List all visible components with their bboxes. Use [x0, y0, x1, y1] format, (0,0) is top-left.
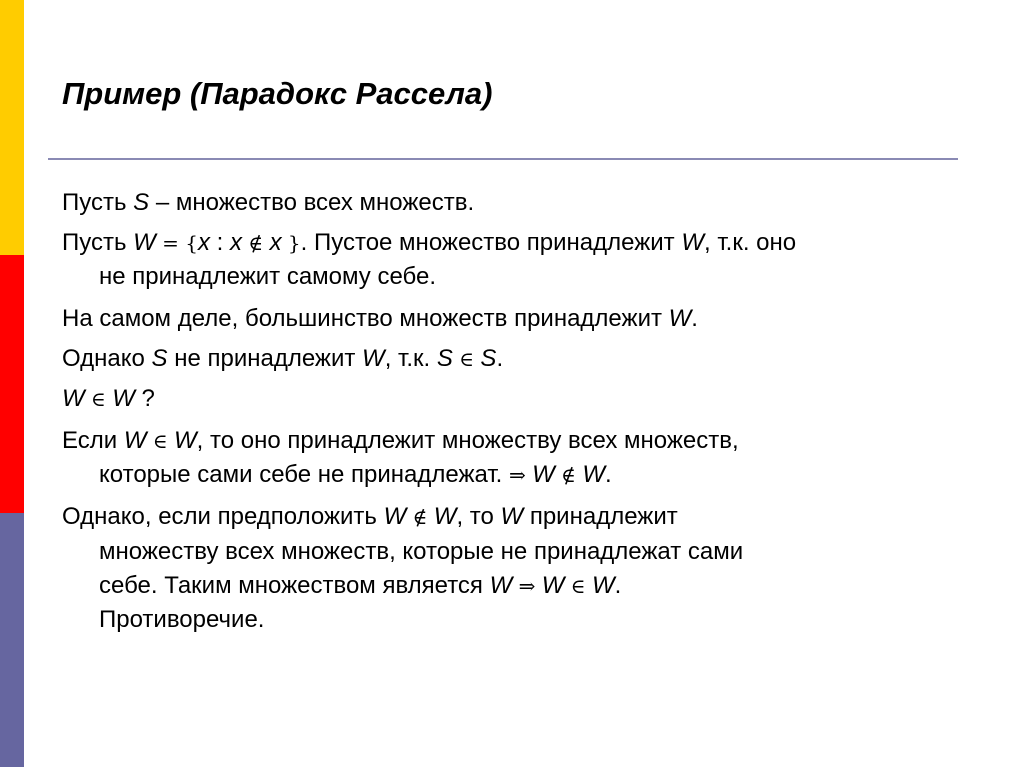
math-var: x [198, 229, 211, 256]
text: , т.к. оно [704, 229, 797, 256]
math-symbol: } [281, 231, 301, 255]
text-line-6 [62, 426, 739, 456]
math-var: W [541, 572, 565, 599]
text-line-7 [62, 502, 678, 532]
math-symbol: ∉ [242, 231, 270, 255]
math-symbol: ∈ [564, 574, 592, 598]
text: ? [134, 385, 155, 412]
text: не принадлежит [167, 345, 363, 372]
text: Однако, если предположить [62, 503, 384, 530]
text: – множество всех множеств. [149, 189, 475, 216]
math-var: W [62, 385, 85, 412]
math-var: S [133, 189, 150, 216]
math-var: W [500, 503, 524, 530]
text-line-7d [99, 605, 264, 635]
implies-symbol: ⇒ [512, 574, 542, 598]
text: Пусть [62, 229, 134, 256]
sidebar-bar-yellow [0, 0, 24, 255]
sidebar-bar-red [0, 255, 24, 513]
math-var: W [582, 461, 605, 488]
text: Если [62, 427, 124, 454]
text-line-6b [99, 460, 612, 490]
text: . Пустое множество принадлежит [300, 229, 682, 256]
math-symbol: ∈ [84, 387, 113, 411]
implies-symbol: ⇒ [509, 463, 533, 487]
math-var: W [668, 305, 692, 332]
math-var: x [230, 229, 243, 256]
math-symbol: : [210, 229, 231, 256]
math-var: W [532, 461, 555, 488]
text: . [496, 345, 504, 372]
math-symbol: = { [155, 231, 199, 255]
math-var: W [681, 229, 704, 256]
math-var: W [123, 427, 147, 454]
math-var: W [174, 427, 197, 454]
text: , то оно принадлежит множеству всех множеств, [196, 427, 739, 454]
math-symbol: ∉ [554, 463, 583, 487]
math-var: S [151, 345, 168, 372]
text: . [691, 305, 698, 332]
text-line-2 [62, 228, 796, 258]
sidebar-bar-blue [0, 513, 24, 767]
text-line-3 [62, 304, 698, 334]
text: которые сами себе не принадлежат. [99, 461, 510, 488]
text-line-1 [62, 188, 474, 218]
math-var: W [591, 572, 615, 599]
text: себе. Таким множеством является [99, 572, 490, 599]
title-divider [48, 158, 958, 160]
text: не принадлежит самому себе. [99, 263, 437, 290]
text-line-7b [99, 537, 743, 567]
math-var: W [133, 229, 156, 256]
math-var: S [480, 345, 497, 372]
text-line-7c [99, 571, 621, 601]
math-var: S [436, 345, 453, 372]
text: . [604, 461, 612, 488]
slide-title: Пример (Парадокс Рассела) [62, 76, 493, 111]
text: , т.к. [384, 345, 437, 372]
math-var: W [433, 503, 457, 530]
text: . [614, 572, 622, 599]
math-var: W [489, 572, 513, 599]
text-line-2b [99, 262, 436, 292]
math-var: x [269, 229, 282, 256]
math-var: W [112, 385, 135, 412]
math-var: W [362, 345, 385, 372]
math-var: W [383, 503, 407, 530]
text: Пусть [62, 189, 134, 216]
text: , то [456, 503, 501, 530]
text: множеству всех множеств, которые не принадлежат сами [99, 538, 744, 565]
text: Однако [62, 345, 152, 372]
text: На самом деле, большинство множеств принадлежит [62, 305, 669, 332]
math-symbol: ∈ [452, 347, 481, 371]
text-line-4 [62, 344, 503, 374]
math-symbol: ∈ [146, 429, 175, 453]
text: Противоречие. [99, 606, 265, 633]
math-symbol: ∉ [406, 505, 434, 529]
text: принадлежит [523, 503, 678, 530]
text-line-5 [62, 384, 155, 414]
